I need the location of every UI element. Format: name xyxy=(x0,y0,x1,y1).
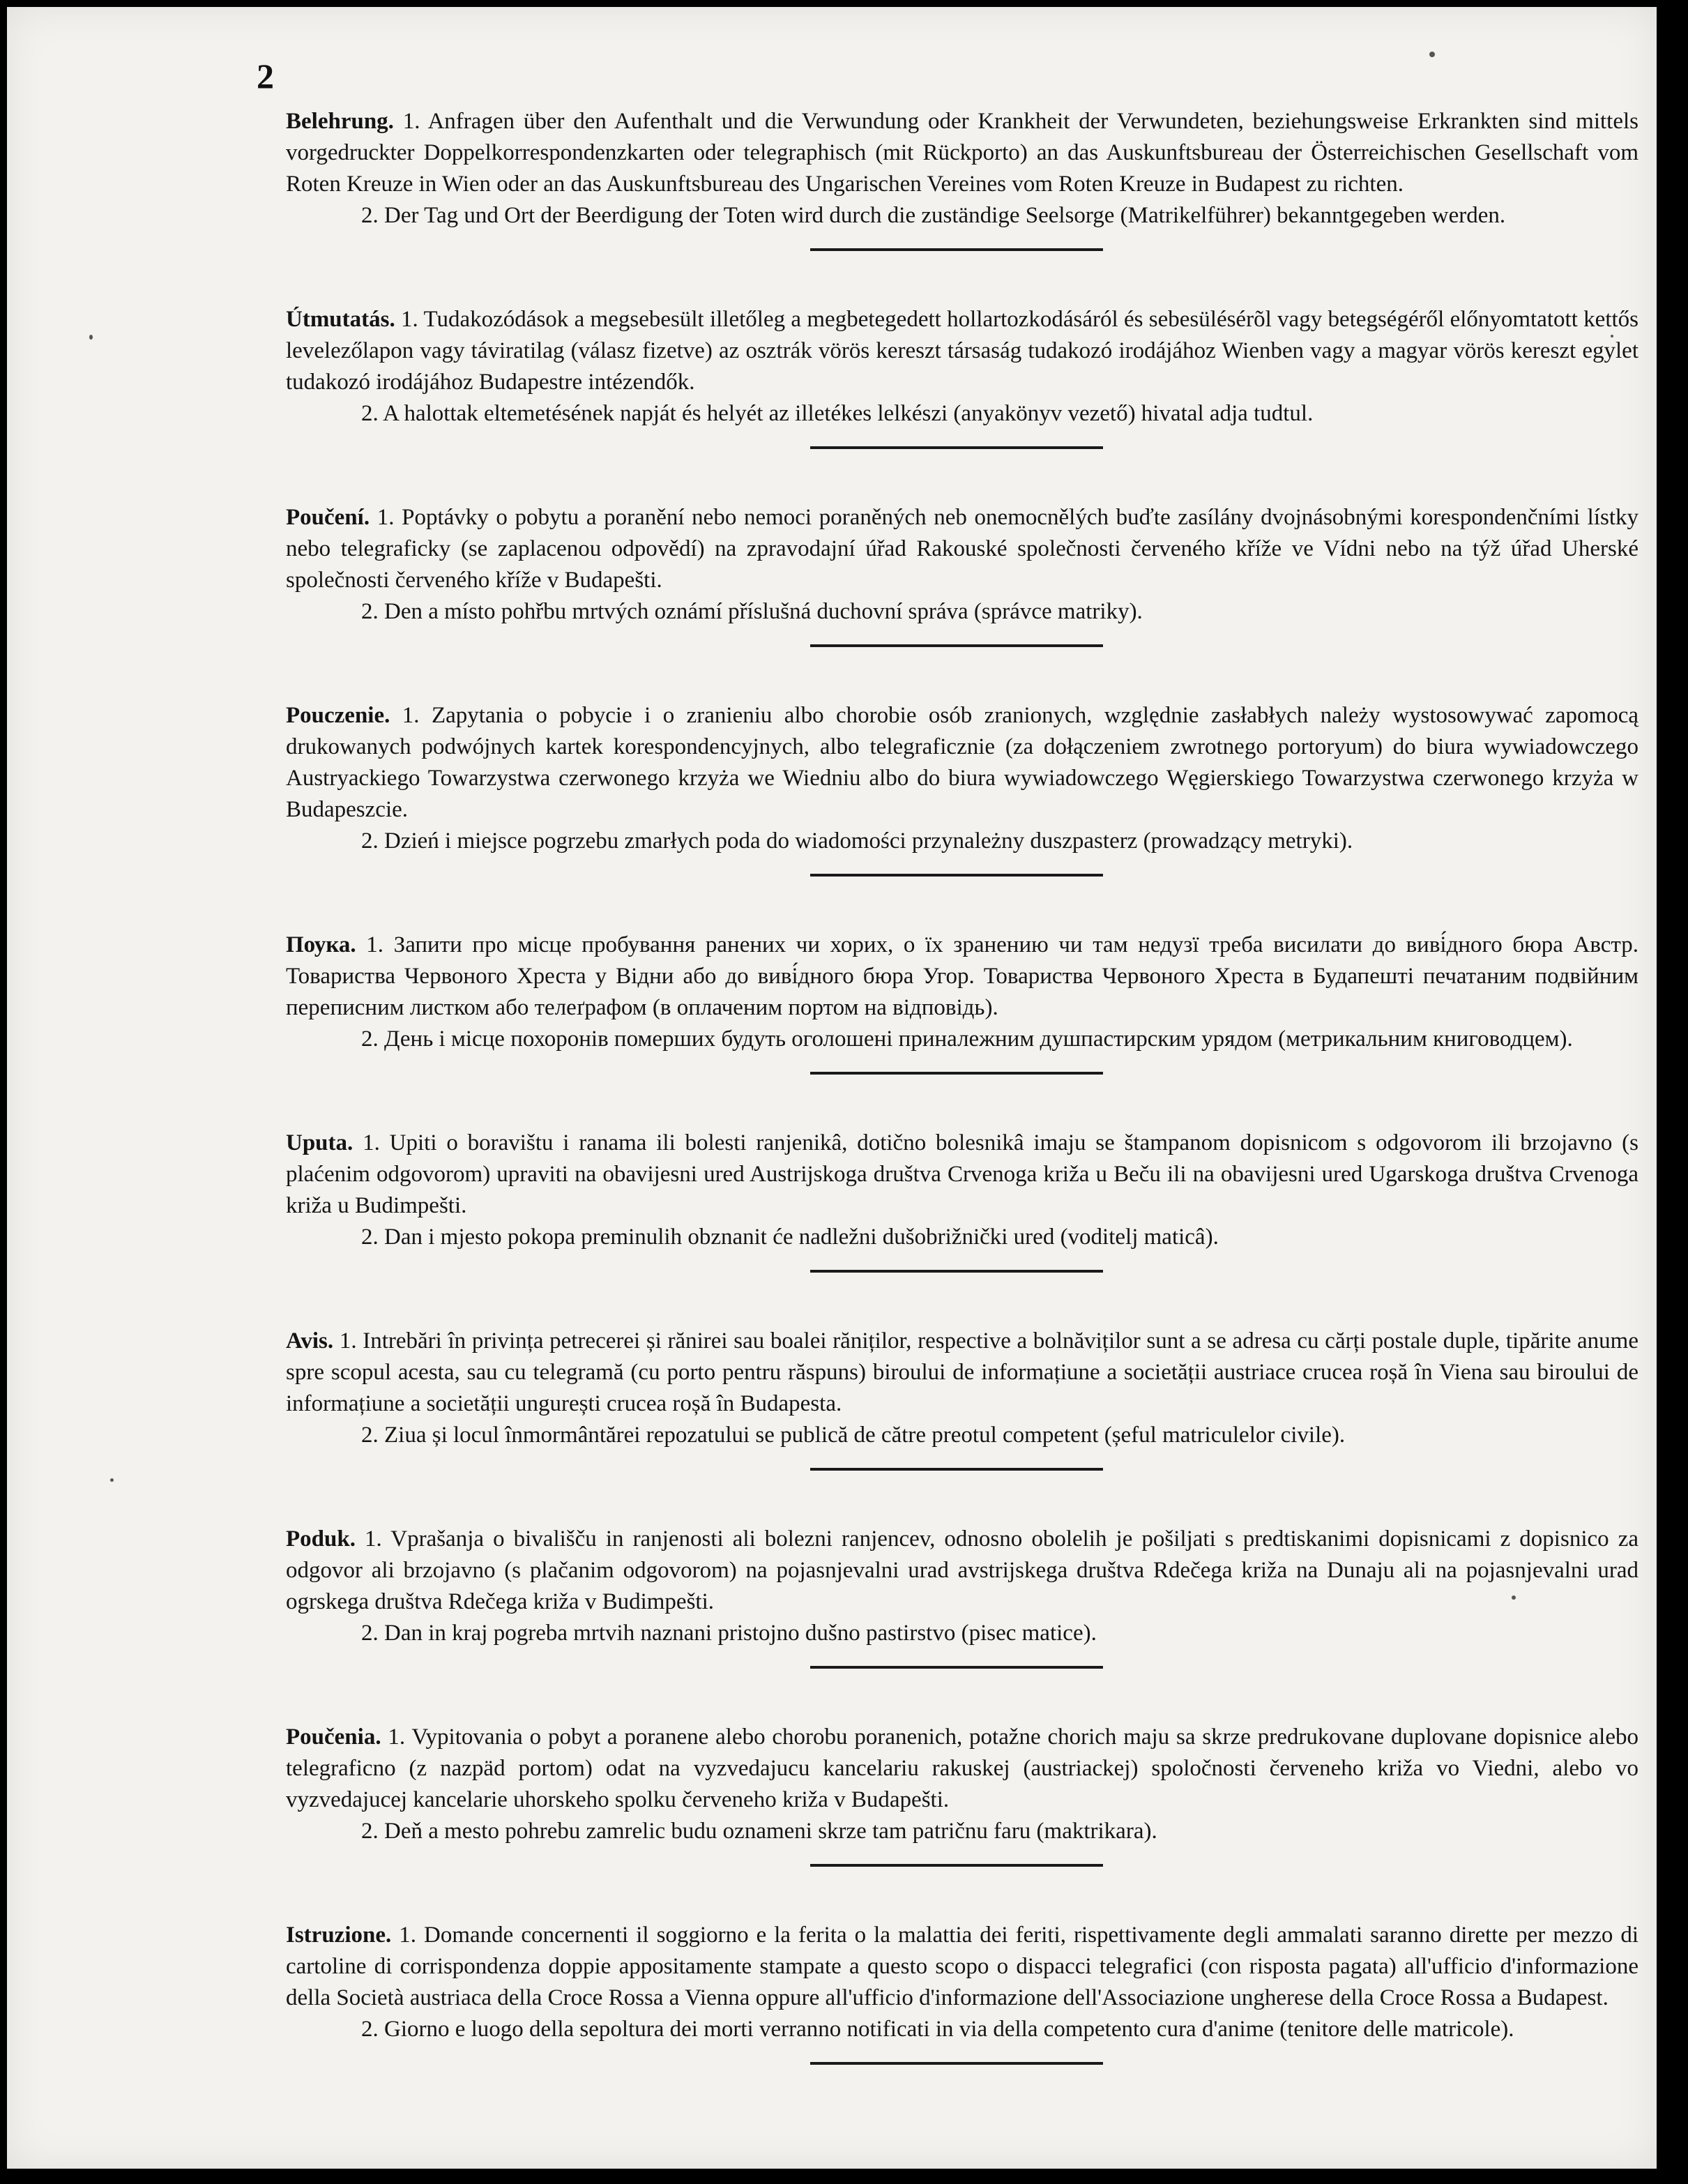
point-1-text: 1. Zapytania o pobycie i o zranieniu albo chorobie osób zranionych, względnie zasłabłych należy wystosowywać zapomocą drukowanych podwójnych kartek korespondencyjnych, albo telegraficznie (za dołączeniem zwrotnego portoryum) do biura wywiadowczego Austryackiego Towarzystwa czerwonego krzyża we Wiedniu albo do biura wywiadowczego Węgierskiego Towarzystwa czerwonego krzyża w Budapeszcie. xyxy=(286,703,1638,822)
section-heading: Istruzione. xyxy=(286,1923,392,1948)
section-heading: Belehrung. xyxy=(286,109,394,134)
point-1-text: 1. Poptávky o pobytu a poranění nebo nemoci poraněných neb onemocnělých buďte zasílány dvojnásobnými korespondenčními lístky nebo telegraficky (se zaplacenou odpovědí) na zpravodajní úřad Rakouské společnosti červeného kříže ve Vídni nebo na týž úřad Uherské společnosti červeného kříže v Budapešti. xyxy=(286,505,1639,593)
section-divider xyxy=(810,1864,1103,1867)
section-point-1 xyxy=(286,700,1638,826)
section-heading: Útmutatás. xyxy=(286,307,395,332)
section-divider xyxy=(810,874,1103,877)
document-page xyxy=(7,7,1657,2169)
section-point-2: 2. Den a místo pohřbu mrtvých oznámí příslušná duchovní správa (správce matriky). xyxy=(361,599,1143,624)
page-number: 2 xyxy=(257,56,274,96)
section-heading: Avis. xyxy=(286,1328,334,1353)
section-point-1 xyxy=(286,1128,1638,1222)
section-romanian xyxy=(286,1326,1638,1451)
section-point-1 xyxy=(286,106,1638,200)
section-point-2: 2. Der Tag und Ort der Beerdigung der Toten wird durch die zuständige Seelsorge (Matrikelführer) bekanntgegeben werden. xyxy=(361,203,1506,228)
section-heading: Poučenia. xyxy=(286,1724,381,1750)
section-divider xyxy=(810,1072,1103,1075)
section-point-2: 2. Giorno e luogo della sepoltura dei morti verranno notificati in via della competento cura d'anime (tenitore delle matricole). xyxy=(361,2017,1514,2042)
section-german xyxy=(286,106,1638,232)
section-point-1 xyxy=(286,304,1638,398)
section-divider xyxy=(810,446,1103,449)
section-point-1 xyxy=(286,502,1638,596)
section-croatian xyxy=(286,1128,1638,1253)
point-1-text: 1. Upiti o boravištu i ranama ili bolesti ranjenikâ, dotično bolesnikâ imaju se štampanom dopisnicom s odgovorom ili brzojavno (s plaćenim odgovorom) upraviti na obavijesni ured Austrijskoga društva Crvenoga križa u Beču ili na obavijesni ured Ugarskoga društva Crvenoga križa u Budimpešti. xyxy=(286,1130,1638,1218)
section-point-1 xyxy=(286,1524,1638,1618)
section-point-2: 2. День і місце похоронів помершиx будуть оголошені приналежним душпастирским урядом (метрикальним книговодцем). xyxy=(361,1026,1573,1052)
point-1-text: 1. Intrebări în privința petrecerei și rănirei sau boalei răniților, respective a bolnăviților sunt a se adresa cu cărți postale duple, tipărite anume spre scopul acesta, sau cu telegramă (cu porto pentru răspuns) biroului de informațiune a societății austriace crucea roșă în Viena sau biroului de informațiune a societății ungurești crucea roșă în Budapesta. xyxy=(286,1328,1638,1416)
section-slovenian xyxy=(286,1524,1638,1649)
section-heading: Poduk. xyxy=(286,1526,356,1552)
point-1-text: 1. Tudakozódások a megsebesült illetőleg a megbetegedett hollartozkodásáról és sebesülésérõl vagy betegségéről előnyomtatott kettős levelezőlapon vagy táviratilag (válasz fizetve) az osztrák vörös kereszt társaság tudakozó irodájához Wienben vagy a magyar vörös kereszt egylet tudakozó irodájához Budapestre intézendők. xyxy=(286,307,1639,395)
scan-speck xyxy=(1429,52,1435,57)
section-point-2: 2. Dan i mjesto pokopa preminulih obznanit će nadležni dušobrižnički ured (voditelj maticâ). xyxy=(361,1224,1219,1250)
section-slovak xyxy=(286,1722,1638,1847)
section-hungarian xyxy=(286,304,1638,430)
section-point-1 xyxy=(286,1722,1638,1816)
section-point-2: 2. A halottak eltemetésének napját és helyét az illetékes lelkészi (anyakönyv vezető) hivatal adja tudtul. xyxy=(361,401,1314,426)
point-1-text: 1. Vypitovania o pobyt a poranene alebo chorobu poranenich, potažne chorich maju sa skrze predrukovane duplovane dopisnice alebo telegraficno (z nazpäd portom) odat na vyzvedajucu kancelariu rakuskej (austriackej) spoločnosti červeneho križa vo Viedni, alebo vo vyzvedajucej kancelarie uhorskeho spolku červeneho križa v Budapešti. xyxy=(286,1724,1638,1812)
section-point-2: 2. Dzień i miejsce pogrzebu zmarłych poda do wiadomości przynależny duszpasterz (prowadzący metryki). xyxy=(361,828,1353,854)
section-divider xyxy=(810,1270,1103,1273)
section-point-2: 2. Ziua și locul înmormântărei repozatului se publică de către preotul competent (șeful matriculelor civile). xyxy=(361,1423,1346,1448)
section-heading: Поука. xyxy=(286,932,356,957)
document-body xyxy=(286,106,1638,2118)
section-point-2: 2. Deň a mesto pohrebu zamrelic budu oznameni skrze tam patričnu faru (maktrikara). xyxy=(361,1819,1157,1844)
point-1-text: 1. Запити про місце пробування ранених чи хорих, о їх зранению чи там недузї треба висилати до виві́дного бюра Австр. Товариства Червоного Хреста у Відни або до виві́дного бюра Угор. Товариства Червоного Хреста в Будапешті печатаним подвійним переписним листком або телеґрафом (в оплаченим портом на відповідь). xyxy=(286,932,1638,1020)
section-heading: Pouczenie. xyxy=(286,703,390,728)
section-heading: Poučení. xyxy=(286,505,370,530)
section-point-1 xyxy=(286,1920,1638,2014)
section-heading: Uputa. xyxy=(286,1130,353,1155)
point-1-text: 1. Anfragen über den Aufenthalt und die Verwundung oder Krankheit der Verwundeten, beziehungsweise Erkrankten sind mittels vorgedruckter Doppelkorrespondenzkarten oder telegraphisch (mit Rückporto) an das Auskunftsbureau der Österreichischen Gesellschaft vom Roten Kreuze in Wien oder an das Auskunftsbureau des Ungarischen Vereines vom Roten Kreuze in Budapest zu richten. xyxy=(286,109,1638,197)
section-divider xyxy=(810,248,1103,251)
section-divider xyxy=(810,644,1103,647)
scan-speck xyxy=(89,335,93,340)
section-ukrainian xyxy=(286,930,1638,1055)
section-polish xyxy=(286,700,1638,857)
section-divider xyxy=(810,1666,1103,1669)
scan-speck xyxy=(110,1478,114,1482)
section-czech xyxy=(286,502,1638,628)
section-point-1 xyxy=(286,930,1638,1024)
point-1-text: 1. Vprašanja o bivališču in ranjenosti ali bolezni ranjencev, odnosno obolelih je pošiljati s predtiskanimi dopisnicami z dopisnico za odgovor ali brzojavno (s plačanim odgovorom) na pojasnjevalni urad avstrijskega društva Rdečega križa na Dunaju ali na pojasnjevalni urad ogrskega društva Rdečega križa v Budimpešti. xyxy=(286,1526,1638,1614)
section-italian xyxy=(286,1920,1638,2045)
section-divider xyxy=(810,2062,1103,2065)
point-1-text: 1. Domande concernenti il soggiorno e la ferita o la malattia dei feriti, rispettivamente degli ammalati saranno dirette per mezzo di cartoline di corrispondenza doppie appositamente stampate a questo scopo o dispacci telegrafici (con risposta pagata) all'ufficio d'informazione della Società austriaca della Croce Rossa a Vienna oppure all'ufficio d'informazione dell'Associazione ungherese della Croce Rossa a Budapest. xyxy=(286,1923,1639,2010)
section-point-1 xyxy=(286,1326,1638,1420)
section-point-2: 2. Dan in kraj pogreba mrtvih naznani pristojno dušno pastirstvo (pisec matice). xyxy=(361,1621,1097,1646)
section-divider xyxy=(810,1468,1103,1471)
